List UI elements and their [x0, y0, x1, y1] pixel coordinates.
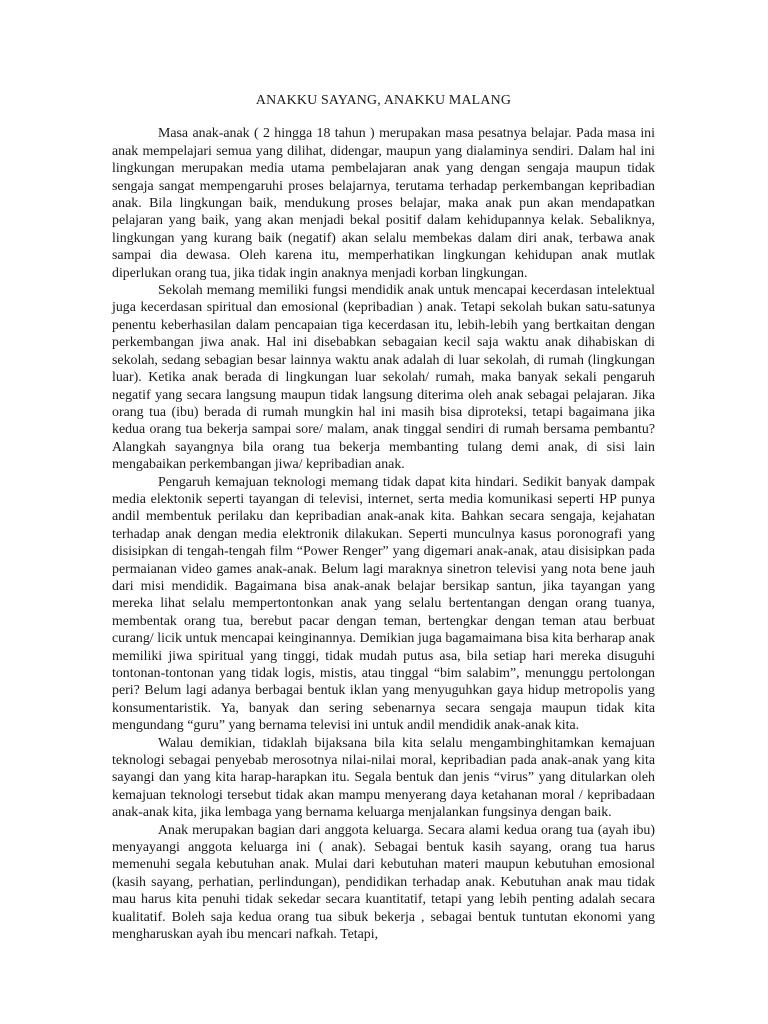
paragraph-4: Walau demikian, tidaklah bijaksana bila kita selalu mengambinghitamkan kemajuan teknologi sebagai penyebab merosotnya nilai-nilai moral, kepribadian pada anak-anak yang kita sayangi dan yang kita harap-harapkan itu. Segala bentuk dan jenis “virus” yang ditularkan oleh kemajuan teknologi tersebut tidak akan mampu menyerang daya ketahanan moral / kepribadaan anak-anak kita, jika lembaga yang bernama keluarga menjalankan fungsinya dengan baik.	[112, 735, 655, 821]
paragraph-2: Sekolah memang memiliki fungsi mendidik anak untuk mencapai kecerdasan intelektual juga kecerdasan spiritual dan emosional (kepribadian ) anak. Tetapi sekolah bukan satu-satunya penentu keberhasilan dalam pencapaian tiga kecerdasan itu, lebih-lebih yang bertkaitan dengan perkembangan jiwa anak. Hal ini disebabkan sebagaian kecil saja waktu anak dihabiskan di sekolah, sedang sebagian besar lainnya waktu anak adalah di luar sekolah, di rumah (lingkungan luar). Ketika anak berada di lingkungan luar sekolah/ rumah, maka banyak sekali pengaruh negatif yang secara langsung maupun tidak langsung diterima oleh anak sebagai pelajaran. Jika orang tua (ibu) berada di rumah mungkin hal ini masih bisa diproteksi, tetapi bagaimana jika kedua orang tua bekerja sampai sore/ malam, anak tinggal sendiri di rumah bersama pembantu? Alangkah sayangnya bila orang tua bekerja membanting tulang demi anak, di sisi lain mengabaikan perkembangan jiwa/ kepribadian anak.	[112, 283, 655, 473]
document-body	[112, 92, 655, 944]
paragraph-3: Pengaruh kemajuan teknologi memang tidak dapat kita hindari. Sedikit banyak dampak media elektonik seperti tayangan di televisi, internet, serta media komunikasi seperti HP punya andil membentuk perilaku dan kepribadian anak-anak kita. Bahkan secara sengaja, kejahatan terhadap anak dengan media elektronik dilakukan. Seperti munculnya kasus poronografi yang disisipkan di tengah-tengah film “Power Renger” yang digemari anak-anak, atau disisipkan pada permaianan video games anak-anak. Belum lagi maraknya sinetron televisi yang nota bene jauh dari misi mendidik. Bagaimana bisa anak-anak belajar bersikap santun, jika tayangan yang mereka lihat selalu mempertontonkan anak yang selalu bertentangan dengan orang tuanya, membentak orang tua, berebut pacar dengan teman, bertengkar dengan teman atau berbuat curang/ licik untuk mencapai keinginannya. Demikian juga bagamaimana bisa kita berharap anak memiliki jiwa spiritual yang tinggi, tidak mudah putus asa, bila setiap hari mereka disuguhi tontonan-tontonan yang tidak logis, mistis, atau tinggal “bim salabim”, menunggu pertolongan peri? Belum lagi adanya berbagai bentuk iklan yang menyuguhkan gaya hidup metropolis yang konsumentaristik. Ya, banyak dan sering sebenarnya secara sengaja maupun tidak kita mengundang “guru” yang bernama televisi ini untuk andil mendidik anak-anak kita.	[112, 474, 655, 734]
paragraph-1: Masa anak-anak ( 2 hingga 18 tahun ) merupakan masa pesatnya belajar. Pada masa ini anak mempelajari semua yang dilihat, didengar, maupun yang dialaminya sendiri. Dalam hal ini lingkungan merupakan media utama pembelajaran anak yang dengan sengaja maupun tidak sengaja sangat mempengaruhi proses belajarnya, terutama terhadap perkembangan kepribadian anak. Bila lingkungan baik, mendukung proses belajar, maka anak pun akan mendapatkan pelajaran yang baik, yang akan menjadi bekal positif dalam kehidupannya kelak. Sebaliknya, lingkungan yang kurang baik (negatif) akan selalu membekas dalam diri anak, terbawa anak sampai dia dewasa. Oleh karena itu, memperhatikan lingkungan kehidupan anak mutlak diperlukan orang tua, jika tidak ingin anaknya menjadi korban lingkungan.	[112, 126, 655, 281]
paragraph-5: Anak merupakan bagian dari anggota keluarga. Secara alami kedua orang tua (ayah ibu) menyayangi anggota keluarga ini ( anak). Sebagai bentuk kasih sayang, orang tua harus memenuhi segala kebutuhan anak. Mulai dari kebutuhan materi maupun kebutuhan emosional (kasih sayang, perhatian, perlindungan), pendidikan terhadap anak. Kebutuhan anak mau tidak mau harus kita penuhi tidak sekedar secara kuantitatif, tetapi yang lebih penting adalah secara kualitatif. Boleh saja kedua orang tua sibuk bekerja , sebagai bentuk tuntutan ekonomi yang mengharuskan ayah ibu mencari nafkah. Tetapi,	[112, 822, 655, 943]
document-title: ANAKKU SAYANG, ANAKKU MALANG	[255, 93, 512, 108]
